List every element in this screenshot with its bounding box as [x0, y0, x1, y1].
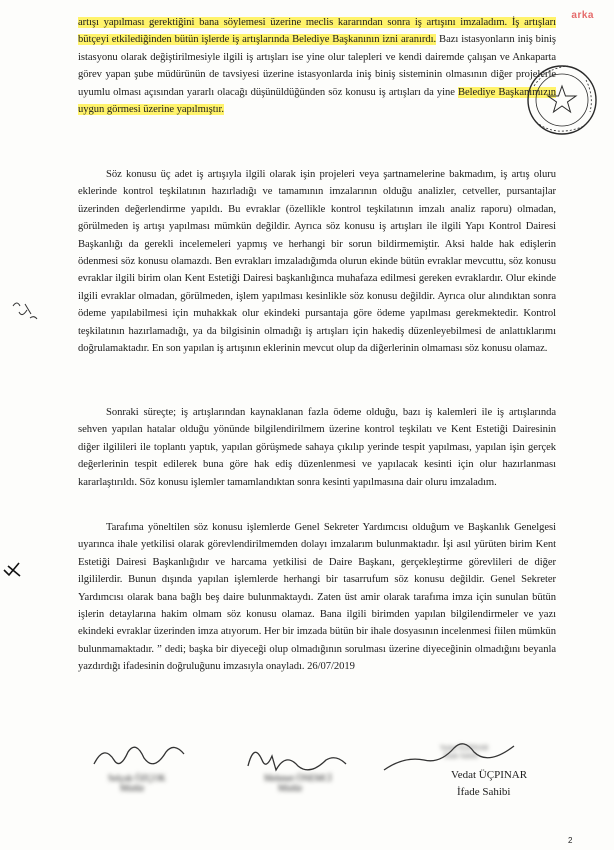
signer-role: İfade Sahibi — [457, 786, 511, 798]
signature-3-stamp-role: İfade Sahibi — [444, 752, 479, 760]
signer-name: Vedat ÜÇPINAR — [451, 769, 528, 781]
paragraph-1 — [78, 14, 556, 118]
signature-1-role: Müdür — [120, 783, 145, 793]
official-seal-stamp — [516, 46, 600, 142]
paragraph-3: Sonraki süreçte; iş artışlarından kaynaklanan fazla ödeme olduğu, bazı iş kalemleri ile iş artışlarında sehven yapılan hatalar olduğu yönünde bilgilendirilmem üzerine kontrol teşkilatı ve Kent Estetiği Dairesinin diğer ilgilileri ile toplantı yaptık, yapılan görüşmede sahaya çıkılıp yerinde tespit yapılması, yapılan işin gerçek değerlerinin tespit edilerek buna göre hak ediş düzenlenmesi ve yapılacak kesinti için olur hazırlanması kararlaştırıldı. Söz konusu işlemler tamamlandıktan sonra kesinti yapılmasına dair oluru imzaladım. — [78, 407, 556, 488]
signature-scribble-2 — [238, 736, 368, 776]
watermark-logo: arka — [571, 10, 594, 21]
signature-3-stamp-text: Vedat ÜÇPINAR — [440, 744, 489, 752]
signature-2-name: Mehmet ÖNEMCİ — [264, 773, 332, 783]
signature-block-1 — [88, 736, 208, 793]
highlighted-text-2: Belediye Başkanımızın uygun görmesi üzerine yapılmıştır. — [78, 86, 556, 116]
signature-1-name: Selçuk ÖZÇOK — [108, 773, 166, 783]
paragraph-2: Söz konusu üç adet iş artışıyla ilgili olarak işin projeleri veya şartnamelerine bakmadım, iş artış oluru eklerinde kontrol teşkilatının hazırladığı ve tamamının imzalarının olduğu analizler, cetveller, pursantajlar üzerinden değerlendirme yapıldı. Bu evraklar (özellikle kontrol teşkilatının imzalı analiz raporu) olmadan, görülmeden iş artışı yapılması mümkün değildir. Ayrıca söz konusu iş artışları ile ilgili Yapı Kontrol Dairesi Başkanlığı da gerekli incelemeleri yapmış ve herhangi bir sorun bildirmemiştir. Aksi halde hak edişlerin ödenmesi söz konusu olamazdı. Ben evrakları imzaladığımda olurun ekinde bütün evraklar mevcuttu, söz konusu evraklar ilgili birim olan Kent Estetiği Dairesi başkanlığınca muhafaza edilmesi gereken evraklardır. Olur ekinde ilgili evraklar olmadan, görülmeden, işlem yapılması kesinlikle söz konusu değildir. Ayrıca olur alındıktan sonra ödeme yapılabilmesi için muhakkak olur ekindeki pursantaja göre ödeme yapılması gerekmektedir. Kontrol teşkilatının hazırlamadığı, ya da bilgisinin olmadığı iş artışları için hakediş düzenleyebilmesi de anlattıklarımı doğrulamaktadır. En son yapılan iş artışının eklerinin mevcut olup da diğerlerinin olmaması söz konusu olamaz. — [78, 169, 556, 355]
page-number: 2 — [568, 836, 573, 845]
signature-scribble-1 — [88, 736, 208, 776]
signature-block-2 — [238, 736, 368, 793]
paragraph-4: Tarafıma yöneltilen söz konusu işlemlerde Genel Sekreter Yardımcısı olduğum ve Başkanlık Genelgesi uyarınca ihale yetkilisi olarak görevlendirilmemden dolayı imzalarım bulunmaktadır. İşi asıl yürüten birim Kent Estetiği Dairesi Başkanlığıdır ve harcama yetkilisi de Daire Başkanı, gerçekleştirme görevlileri de diğer ilgililerdir. Bunun dışında yapılan işlemlerde herhangi bir tasarrufum söz konusu değildir. Genel Sekreter Yardımcısı olarak bana bağlı beş daire bulunmaktaydı. Zaten üst amir olarak tarafıma imza için sunulan bütün işlerin detaylarına hakim olmam söz konusu olamaz. Bana ilgili birimden yapılan bilgilendirmeler ve yazı ekindeki evraklar üzerinden imza atıyorum. Her bir imzada bütün bir ihale dosyasının incelenmesi fiilen mümkün bulunmamaktadır. ” dedi; başka bir diyeceği olup olmadığının sorulması üzerine diyeceğinin olmadığını beyanla yazdırdığı ifadesinin doğruluğunu imzasıyla onayladı. 26/07/2019 — [78, 522, 556, 673]
margin-scribble-mark — [10, 296, 40, 326]
paragraph-1-body: Bazı istasyonların iniş biniş istasyonu olarak değiştirilmesiyle ilgili iş artışları ise yine olur talepleri ve kendi dairemde çalışan ve Ankaparta görev yapan şube müdürünün de tavsiyesi üzerine istasyonlarda iniş biniş sisteminin olmasının diğer projelerle uyumlu olması açısından yararlı olacağı düşünüldüğünden söz konusu iş artışları da yine — [78, 34, 556, 98]
margin-check-mark — [2, 560, 28, 582]
signature-2-role: Müdür — [278, 783, 303, 793]
highlighted-text-1: artışı yapılması gerektiğini bana söylemesi üzerine meclis kararından sonra iş artışını imzaladım. İş artışları bütçeyi etkilediğinden bütün işlerde iş artışlarında Belediye Başkanının izni aranırdı. — [78, 17, 556, 46]
